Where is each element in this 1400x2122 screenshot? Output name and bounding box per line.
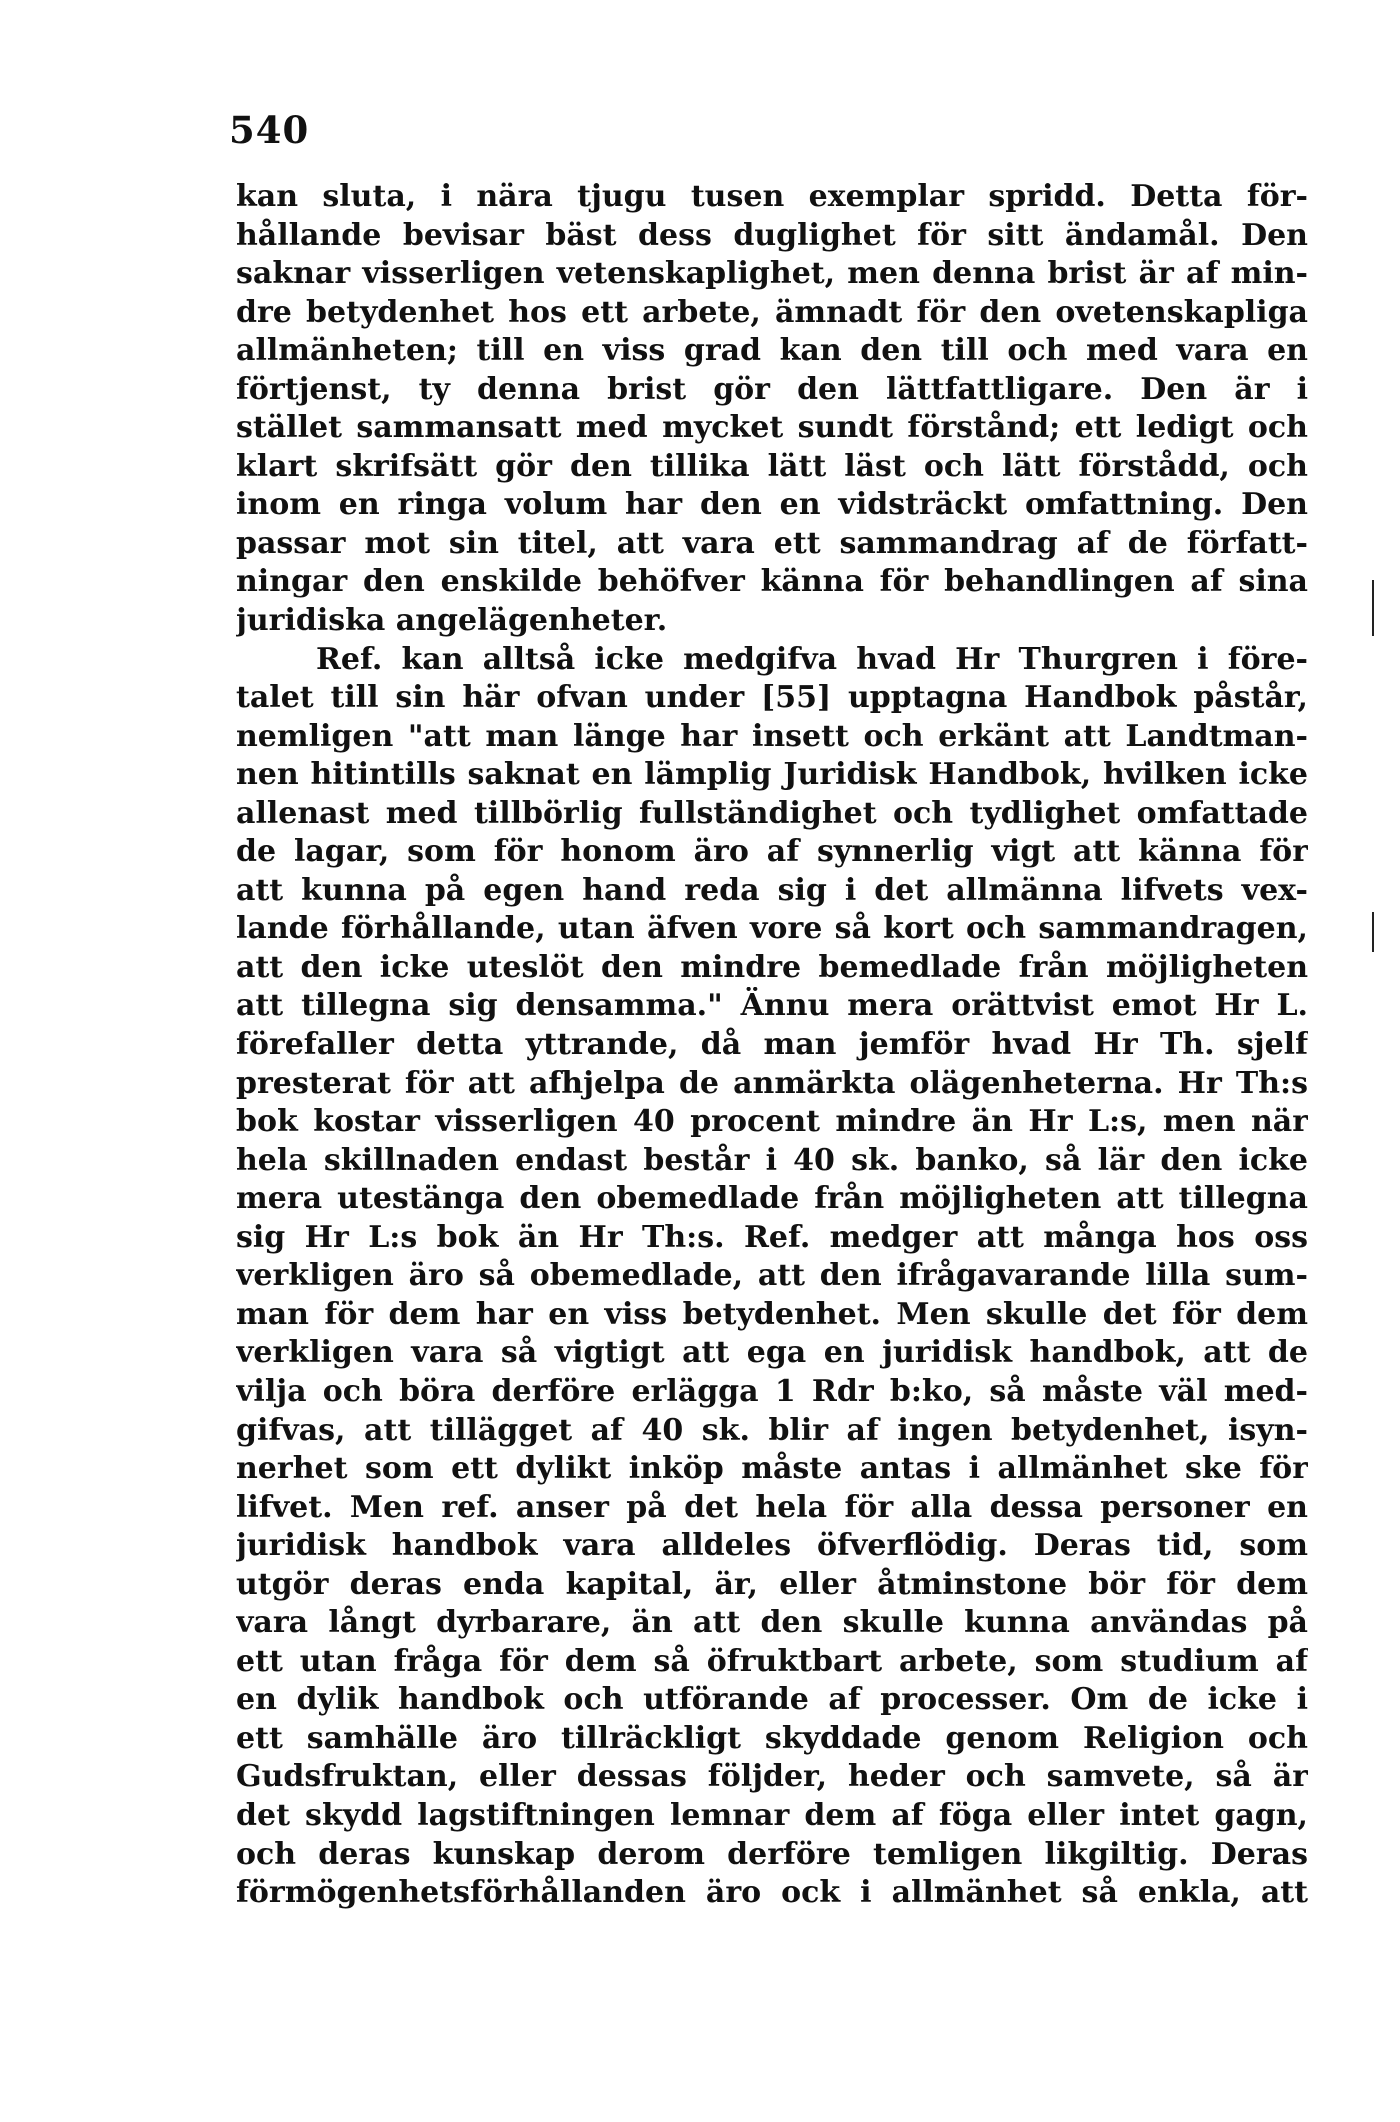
text-line: hållande bevisar bäst dess duglighet för sitt ändamål. Den xyxy=(236,217,1308,253)
text-line: utgör deras enda kapital, är, eller åtminstone bör för dem xyxy=(236,1566,1308,1602)
text-line: förtjenst, ty denna brist gör den lättfattligare. Den är i xyxy=(236,371,1308,407)
text-line: sig Hr L:s bok än Hr Th:s. Ref. medger att många hos oss xyxy=(236,1219,1308,1255)
text-line: mera utestänga den obemedlade från möjligheten att tillegna xyxy=(236,1181,1308,1217)
text-line: lifvet. Men ref. anser på det hela för alla dessa personer en xyxy=(236,1489,1308,1525)
margin-mark xyxy=(1372,912,1374,952)
text-line: ett samhälle äro tillräckligt skyddade genom Religion och xyxy=(236,1720,1308,1756)
text-line: en dylik handbok och utförande af processer. Om de icke i xyxy=(236,1682,1308,1718)
text-line: allmänheten; till en viss grad kan den till och med vara en xyxy=(236,333,1308,369)
text-line: saknar visserligen vetenskaplighet, men denna brist är af min- xyxy=(236,256,1308,292)
text-line: att den icke uteslöt den mindre bemedlade från möjligheten xyxy=(236,949,1308,985)
text-line: allenast med tillbörlig fullständighet och tydlighet omfattade xyxy=(236,795,1308,831)
text-line: och deras kunskap derom derföre temligen likgiltig. Deras xyxy=(236,1836,1308,1872)
text-line: att tillegna sig densamma." Ännu mera orättvist emot Hr L. xyxy=(236,988,1308,1024)
text-line: vara långt dyrbarare, än att den skulle kunna användas på xyxy=(236,1605,1308,1641)
paragraph-end-line: juridiska angelägenheter. xyxy=(236,603,668,639)
text-line: inom en ringa volum har den en vidsträckt omfattning. Den xyxy=(236,487,1308,523)
text-line: att kunna på egen hand reda sig i det allmänna lifvets vex- xyxy=(236,872,1308,908)
margin-mark xyxy=(1372,580,1374,636)
text-line: det skydd lagstiftningen lemnar dem af föga eller intet gagn, xyxy=(236,1797,1308,1833)
text-line: Gudsfruktan, eller dessas följder, heder och samvete, så är xyxy=(236,1759,1308,1795)
text-line: dre betydenhet hos ett arbete, ämnadt för den ovetenskapliga xyxy=(236,294,1308,330)
text-line: kan sluta, i nära tjugu tusen exemplar spridd. Detta för- xyxy=(236,179,1308,214)
text-line: man för dem har en viss betydenhet. Men skulle det för dem xyxy=(236,1296,1308,1332)
text-line: de lagar, som för honom äro af synnerlig vigt att känna för xyxy=(236,834,1308,870)
text-line: verkligen äro så obemedlade, att den ifrågavarande lilla sum- xyxy=(236,1258,1308,1294)
text-line: talet till sin här ofvan under [55] upptagna Handbok påstår, xyxy=(236,680,1308,716)
page-number: 540 xyxy=(229,108,310,152)
text-line: verkligen vara så vigtigt att ega en juridisk handbok, att de xyxy=(236,1335,1308,1371)
text-line: bok kostar visserligen 40 procent mindre än Hr L:s, men när xyxy=(236,1104,1308,1140)
text-line: klart skrifsätt gör den tillika lätt läst och lätt förstådd, och xyxy=(236,448,1308,484)
paragraph-start-line: Ref. kan alltså icke medgifva hvad Hr Thurgren i före- xyxy=(316,641,1308,677)
text-line: stället sammansatt med mycket sundt förstånd; ett ledigt och xyxy=(236,410,1308,446)
text-line: nemligen "att man länge har insett och erkänt att Landtman- xyxy=(236,718,1308,754)
text-line: hela skillnaden endast består i 40 sk. banko, så lär den icke xyxy=(236,1142,1308,1178)
text-line: juridisk handbok vara alldeles öfverflödig. Deras tid, som xyxy=(236,1528,1308,1564)
text-line: presterat för att afhjelpa de anmärkta olägenheterna. Hr Th:s xyxy=(236,1065,1308,1101)
text-line: lande förhållande, utan äfven vore så kort och sammandragen, xyxy=(236,911,1308,947)
text-line: passar mot sin titel, att vara ett sammandrag af de författ- xyxy=(236,525,1308,561)
text-line: ett utan fråga för dem så öfruktbart arbete, som studium af xyxy=(236,1643,1308,1679)
text-line: nerhet som ett dylikt inköp måste antas i allmänhet ske för xyxy=(236,1451,1308,1487)
text-line: gifvas, att tillägget af 40 sk. blir af ingen betydenhet, isyn- xyxy=(236,1412,1308,1448)
text-line: vilja och böra derföre erlägga 1 Rdr b:ko, så måste väl med- xyxy=(236,1373,1308,1409)
text-line: ningar den enskilde behöfver känna för behandlingen af sina xyxy=(236,564,1308,600)
body-text xyxy=(236,178,1308,1913)
text-line: förefaller detta yttrande, då man jemför hvad Hr Th. sjelf xyxy=(236,1027,1308,1063)
text-line: förmögenhetsförhållanden äro ock i allmänhet så enkla, att xyxy=(236,1875,1308,1911)
text-line: nen hitintills saknat en lämplig Juridisk Handbok, hvilken icke xyxy=(236,757,1308,793)
